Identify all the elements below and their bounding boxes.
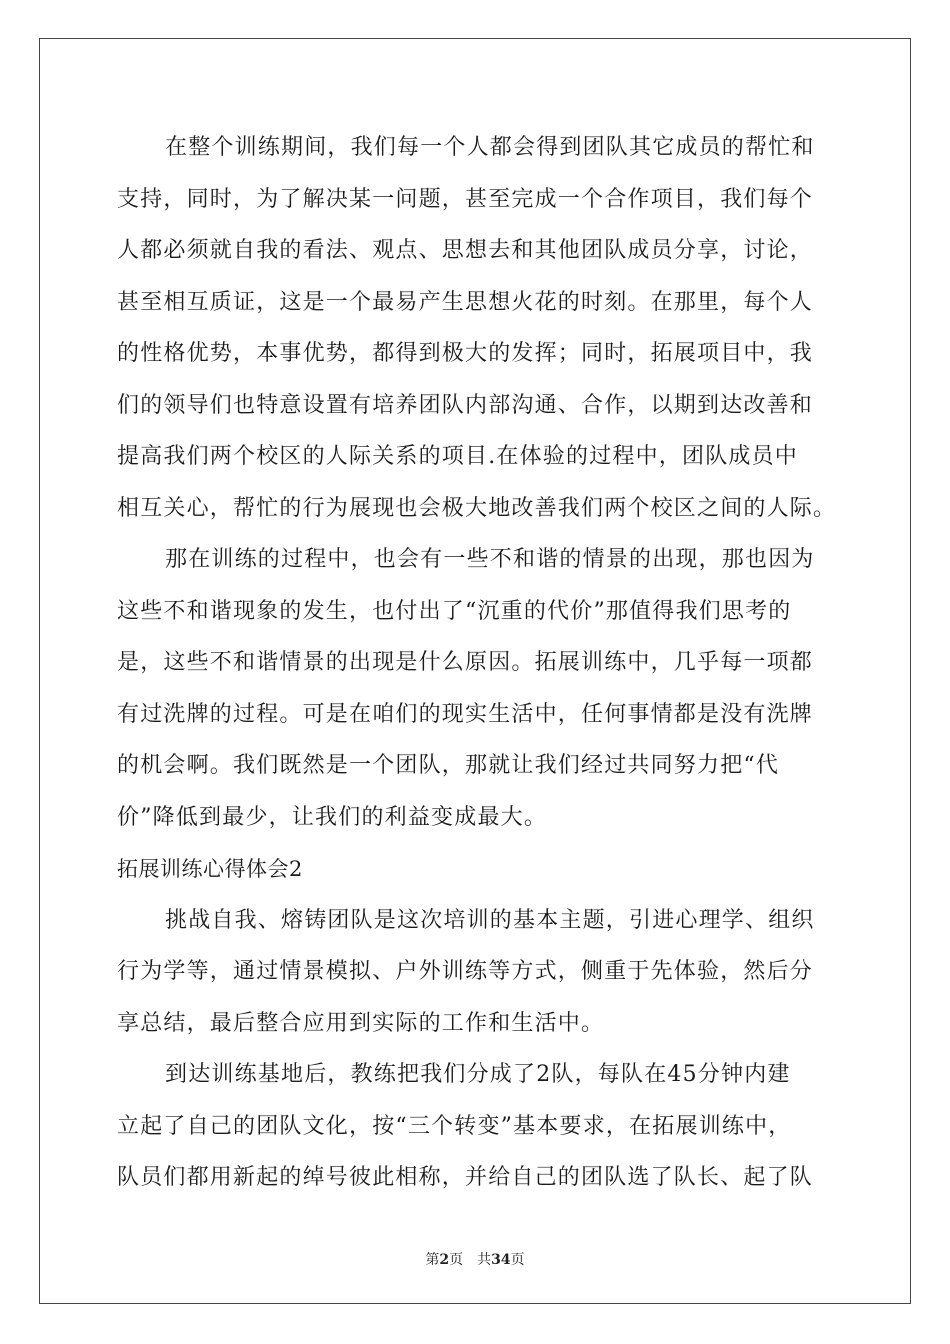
text-line: 相互关心，帮忙的行为展现也会极大地改善我们两个校区之间的人际。: [117, 495, 837, 521]
paragraph: [117, 901, 837, 1056]
text-line: 甚至相互质证，这是一个最易产生思想火花的时刻。在那里，每个人: [117, 289, 814, 315]
text-line: 是，这些不和谐情景的出现是什么原因。拓展训练中，几乎每一项都: [117, 650, 814, 675]
footer-total-suffix: 页: [510, 1252, 525, 1268]
footer-page-suffix: 页: [449, 1252, 464, 1268]
current-page-number: 2: [439, 1252, 450, 1268]
text-line: 有过洗牌的过程。可是在咱们的现实生活中，任何事情都是没有洗牌: [117, 701, 814, 727]
heading-text: 拓展训练心得体会2: [117, 857, 303, 881]
paragraph: [117, 540, 837, 849]
text-line: 在整个训练期间，我们每一个人都会得到团队其它成员的帮忙和: [165, 135, 815, 160]
text-line: 这些不和谐现象的发生，也付出了“沉重的代价”那值得我们思考的: [117, 598, 792, 624]
text-line: 挑战自我、熔铸团队是这次培训的基本主题，引进心理学、组织: [165, 907, 815, 933]
footer-prefix: 第: [425, 1252, 440, 1268]
total-page-count: 34: [491, 1252, 511, 1268]
text-line: 人都必须就自我的看法、观点、思想去和其他团队成员分享，讨论，: [117, 238, 814, 263]
text-line: 行为学等，通过情景模拟、户外训练等方式，侧重于先体验，然后分: [117, 959, 814, 984]
document-body: [117, 128, 837, 1210]
text-line: 享总结，最后整合应用到实际的工作和生活中。: [117, 1010, 605, 1036]
text-line: 价”降低到最少，让我们的利益变成最大。: [117, 804, 548, 830]
section-heading: [117, 849, 837, 901]
footer-total-prefix: 共: [477, 1252, 492, 1268]
paragraph: [117, 128, 837, 540]
page-footer: [0, 1249, 950, 1269]
text-line: 提高我们两个校区的人际关系的项目.在体验的过程中，团队成员中: [117, 444, 798, 469]
paragraph: [117, 1055, 837, 1210]
text-line: 那在训练的过程中，也会有一些不和谐的情景的出现，那也因为: [165, 547, 815, 572]
text-line: 到达训练基地后，教练把我们分成了2队，每队在45分钟内建: [165, 1062, 791, 1087]
text-line: 们的领导们也特意设置有培养团队内部沟通、合作，以期到达改善和: [117, 392, 814, 418]
text-line: 队员们都用新起的绰号彼此相称，并给自己的团队选了队长、起了队: [117, 1165, 814, 1190]
text-line: 的性格优势，本事优势，都得到极大的发挥；同时，拓展项目中，我: [117, 341, 814, 366]
text-line: 的机会啊。我们既然是一个团队，那就让我们经过共同努力把“代: [117, 753, 780, 778]
text-line: 支持，同时，为了解决某一问题，甚至完成一个合作项目，我们每个: [117, 186, 814, 212]
text-line: 立起了自己的团队文化，按“三个转变”基本要求，在拓展训练中，: [117, 1113, 792, 1139]
